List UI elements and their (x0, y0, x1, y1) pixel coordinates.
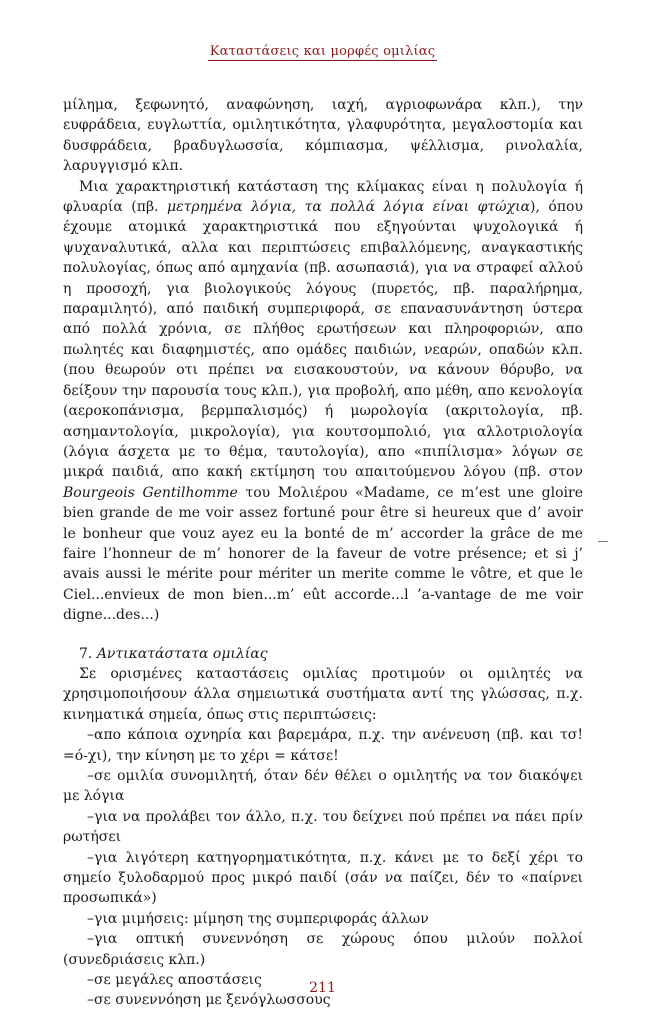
section-heading (63, 644, 583, 664)
list-item: –απο κάποια οχνηρία και βαρεμάρα, π.χ. την ανένευση (πβ. και τσ! =ό-χι), την κίνηση με το χέρι = κάτσε! (63, 727, 583, 764)
paragraph-3: Σε ορισμένες καταστάσεις ομιλίας προτιμούν οι ομιλητές να χρησιμοποιήσουν άλλα σημειωτικά συστήματα αντί της γλώσσας, π.χ. κινηματικά σημεία, όπως στις περιπτώσεις: (63, 665, 583, 723)
list-item: –για μιμήσεις: μίμηση της συμπεριφοράς άλλων (87, 910, 429, 927)
paragraph-2 (63, 177, 583, 626)
section-title: Αντικατάστατα ομιλίας (96, 645, 268, 662)
section-number: 7. (79, 645, 93, 662)
paragraph-2-text-a: Μια χαρακτηριστική κατάσταση της κλίμακας είναι η πολυλογία ή φλυαρία (πβ. (63, 178, 583, 216)
list-item: –σε μεγάλες αποστάσεις (87, 972, 262, 989)
list-item: –σε συνεννόηση με ξενόγλωσσους (87, 992, 331, 1009)
page-body (63, 95, 583, 1011)
paragraph-2-italic-title: Bourgeois Gentilhomme (63, 484, 238, 501)
paragraph-1: μίλημα, ξεφωνητό, αναφώνηση, ιαχή, αγριοφωνάρα κλπ.), την ευφράδεια, ευγλωττία, ομιλητικότητα, γλαφυρότητα, μεγαλοστομία και δυσφράδεια, βραδυγλωσσία, κόμπιασμα, ψέλλισμα, ρινολαλία, λαρυγγισμό κλπ. (63, 97, 583, 175)
list-item: –για οπτική συνεννόηση σε χώρους όπου μιλούν πολλοί (συνεδριάσεις κλπ.) (63, 931, 583, 968)
running-header (0, 44, 645, 59)
list-item: –για λιγότερη κατηγορηματικότητα, π.χ. κάνει με το δεξί χέρι το σημείο ξυλοδαρμού προς μικρό παιδί (σάν να παίζει, δέν το «παίρνει προσωπικά») (63, 849, 583, 907)
paragraph-2-italic-quote: μετρημένα λόγια, τα πολλά λόγια είναι φτώχια (167, 199, 531, 216)
list-item: –σε ομιλία συνομιλητή, όταν δέν θέλει ο ομιλητής να τον διακόψει με λόγια (63, 768, 583, 805)
paragraph-2-text-c: του Μολιέρου «Madame, ce m’est une gloire bien grande de me voir assez fortuné pour être si heureux que d’ avoir le bonheur que vouz ayez eu la bonté de m’ accorder la grâce de me faire l’honneur de m’ honorer de la faveur de votre présence; et si j’ avais aussi le mérite pour mériter un merite comme le vôtre, et que le Ciel...envieux de mon bien...m’ eût accorde...l ’a-vantage de me voir digne...des...) (63, 484, 584, 624)
list-item: –για να προλάβει τον άλλο, π.χ. του δείχνει πού πρέπει να πάει πρίν ρωτήσει (63, 808, 583, 846)
page-number: 211 (309, 980, 336, 996)
running-title: Καταστάσεις και μορφές ομιλίας (209, 44, 436, 59)
margin-mark (598, 541, 608, 542)
paragraph-2-text-b: ), όπου έχουμε ατομικά χαρακτηριστικά που εξηγούνται ψυχολογικά ή ψυχαναλυτικά, αλλα και περιπτώσεις επιβαλλόμενης, αναγκαστικής πολυλογίας, όπως από αμηχανία (πβ. ασωπασιά), για να στραφεί αλλού η προσοχή, για βιολογικούς λόγους (πυρετός, πβ. παραλήρημα, παραμιλητό), από παιδική συμπεριφορά, σε επανασυνάντηση ύστερα από πολλά χρόνια, σε πλήθος ερωτήσεων και πληροφοριών, απο πωλητές και διαφημιστές, απο ομάδες παιδιών, νεαρών, οπαδών κλπ. (που θεωρούν οτι πρέπει να εισακουστούν, να κάνουν θόρυβο, να δείξουν την παρουσία τους κλπ.), για προβολή, απο μέθη, απο κενολογία (αεροκοπάνισμα, βερμπαλισμός) ή μωρολογία (ακριτολογία, πβ. ασημαντολογία, μικρολογία), για κουτσομπολιό, για αλλοτριολογία (λόγια άσχετα με το θέμα, ταυτολογία), απο «πιπίλισμα» λόγων σε μικρά παιδιά, απο κακή εκτίμηση του απαιτούμενου λόγου (πβ. στον (63, 199, 583, 481)
